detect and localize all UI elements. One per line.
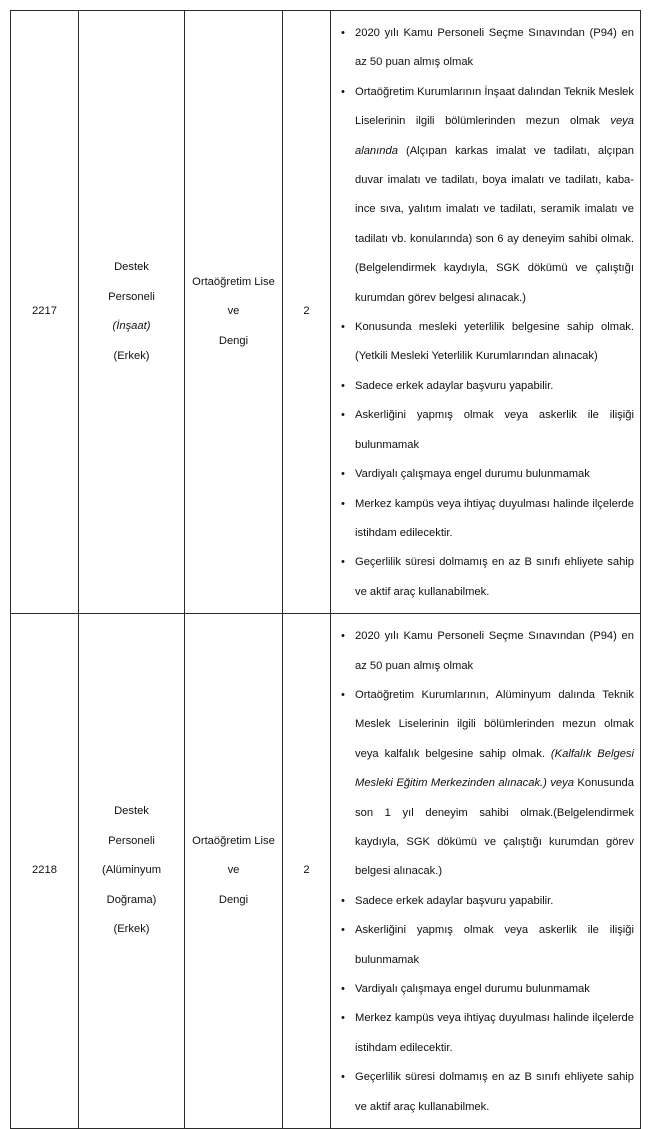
requirement-text: Ortaöğretim Kurumlarının İnşaat dalından Teknik Meslek Liselerinin ilgili bölümlerinden mezun olmak [355, 85, 634, 128]
requirement-item [337, 887, 634, 916]
education-level [185, 11, 283, 614]
bullet-icon: • [341, 1012, 345, 1025]
position-count: 2 [283, 11, 331, 614]
requirement-text: Geçerlilik süresi dolmamış en az B sınıfı ehliyete sahip ve aktif araç kullanabilmek. [355, 556, 634, 598]
bullet-icon: • [341, 379, 345, 392]
table-row [11, 614, 641, 1129]
requirement-text: Konusunda son 1 yıl deneyim sahibi olmak.(Belgelendirmek kaydıyla, SGK dökümü ve çalıştığı kurumdan görev belgesi alınacak.) [355, 777, 635, 878]
requirement-text: 2020 yılı Kamu Personeli Seçme Sınavından (P94) en az 50 puan almış olmak [355, 630, 634, 672]
education-line: Dengi [218, 893, 249, 906]
position-title-line: (Erkek) [113, 349, 150, 362]
position-title-line: Personeli [108, 834, 155, 847]
position-title-line: (Alüminyum [101, 864, 162, 877]
bullet-icon: • [341, 321, 345, 334]
requirement-item [337, 78, 634, 313]
requirements-cell [331, 614, 641, 1129]
requirement-item [337, 548, 634, 607]
position-title-line: Personeli [108, 290, 155, 303]
requirement-item [337, 1063, 634, 1122]
position-code: 2217 [11, 11, 79, 614]
requirement-text: Sadece erkek adaylar başvuru yapabilir. [355, 379, 554, 392]
education-line: Ortaöğretim Lise ve [192, 834, 275, 877]
requirement-item [337, 681, 634, 887]
requirement-item [337, 1004, 634, 1063]
position-title-line: (Erkek) [113, 923, 150, 936]
bullet-icon: • [341, 27, 345, 39]
requirements-list [331, 614, 640, 1128]
requirement-text: Merkez kampüs veya ihtiyaç duyulması halinde ilçelerde istihdam edilecektir. [355, 497, 634, 539]
requirement-text: Ortaöğretim Kurumlarının, Alüminyum dalında Teknik Meslek Liselerinin ilgili bölümlerinden mezun olmak veya kalfalık belgesine sahip olmak. [355, 688, 634, 760]
education-level [185, 614, 283, 1129]
requirement-text: Geçerlilik süresi dolmamış en az B sınıfı ehliyete sahip ve aktif araç kullanabilmek. [355, 1071, 634, 1113]
job-requirements-table [10, 10, 641, 1129]
position-code: 2218 [11, 614, 79, 1129]
requirement-item [337, 372, 634, 401]
position-title [79, 614, 185, 1129]
bullet-icon: • [341, 556, 345, 569]
requirement-text: Askerliğini yapmış olmak veya askerlik ile ilişiği bulunmamak [355, 924, 634, 966]
education-line: Ortaöğretim Lise ve [192, 275, 275, 318]
requirement-item [337, 401, 634, 460]
requirement-item [337, 490, 634, 549]
requirements-cell [331, 11, 641, 614]
bullet-icon: • [341, 924, 345, 937]
requirements-list [331, 11, 640, 613]
requirement-item [337, 313, 634, 372]
requirement-italic-text: (Kalfalık Belgesi Mesleki Eğitim Merkezinden alınacak.) veya [355, 747, 634, 790]
requirement-item [337, 975, 634, 1004]
requirement-text: Vardiyalı çalışmaya engel durumu bulunmamak [355, 983, 590, 995]
position-count: 2 [283, 614, 331, 1129]
bullet-icon: • [341, 983, 345, 995]
requirement-text: Vardiyalı çalışmaya engel durumu bulunmamak [355, 468, 590, 481]
position-title-line: Destek [114, 261, 149, 274]
bullet-icon: • [341, 468, 345, 481]
requirement-item [337, 622, 634, 681]
table-row [11, 11, 641, 614]
bullet-icon: • [341, 497, 345, 510]
requirement-item [337, 460, 634, 489]
bullet-icon: • [341, 85, 345, 98]
requirement-item [337, 19, 634, 78]
requirement-item [337, 916, 634, 975]
position-title-line: Destek [114, 805, 149, 818]
position-title-line: Doğrama) [106, 893, 157, 906]
requirement-text: (Alçıpan karkas imalat ve tadilatı, alçıpan duvar imalatı ve tadilatı, boya imalatı ve tadilatı, kaba-ince sıva, yalıtım imalatı ve tadilatı, seramik imalatı ve tadilatı vb. konularında) son 6 ay deneyim sahibi olmak.(Belgelendirmek kaydıyla, SGK dökümü ve çalıştığı kurumdan görev belgesi alınacak.) [355, 144, 634, 304]
requirement-text: Sadece erkek adaylar başvuru yapabilir. [355, 894, 554, 907]
bullet-icon: • [341, 894, 345, 907]
bullet-icon: • [341, 1071, 345, 1084]
requirement-text: 2020 yılı Kamu Personeli Seçme Sınavından (P94) en az 50 puan almış olmak [355, 27, 634, 69]
requirement-text: Merkez kampüs veya ihtiyaç duyulması halinde ilçelerde istihdam edilecektir. [355, 1012, 634, 1054]
bullet-icon: • [341, 688, 345, 701]
requirement-text: Askerliğini yapmış olmak veya askerlik ile ilişiği bulunmamak [355, 409, 634, 451]
education-line: Dengi [218, 334, 249, 347]
requirement-italic-text: veya alanında [355, 115, 634, 157]
position-title-line: (İnşaat) [112, 320, 151, 333]
bullet-icon: • [341, 409, 345, 422]
requirement-text: Konusunda mesleki yeterlilik belgesine sahip olmak.(Yetkili Mesleki Yeterlilik Kurumlarından alınacak) [355, 321, 634, 363]
bullet-icon: • [341, 630, 345, 643]
position-title [79, 11, 185, 614]
